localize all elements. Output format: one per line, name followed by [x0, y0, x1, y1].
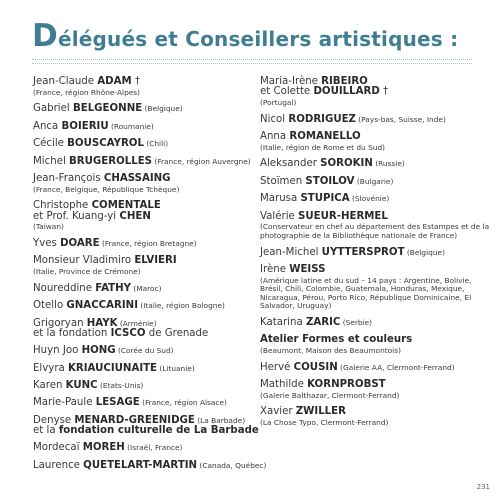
entry-location: (Serbie)	[340, 317, 373, 327]
entry-line-2	[33, 426, 258, 436]
entry-surname: MENARD-GREENIDGE	[74, 414, 195, 426]
entry-name-2: et la fondation	[33, 327, 111, 339]
entry-name: Christophe	[33, 200, 92, 212]
entry-name: Michel	[33, 155, 70, 167]
entry	[260, 363, 495, 373]
entry-name: Anca	[33, 120, 62, 132]
entry-surname: QUETELART-MARTIN	[83, 459, 198, 471]
entry-name: Denyse	[33, 414, 75, 426]
entry-surname: GNACCARINI	[66, 300, 138, 312]
page-title	[32, 18, 458, 54]
entry-name: Laurence	[33, 459, 84, 471]
entry-name: Cécile	[33, 138, 68, 150]
entry	[260, 194, 495, 204]
entry-line	[260, 363, 495, 373]
entry-name: Katarina	[260, 316, 306, 328]
entry-name: Huyn Joo	[33, 345, 82, 357]
entry-surname: SUEUR-HERMEL	[298, 210, 388, 222]
entry	[33, 459, 267, 471]
entry	[33, 319, 258, 339]
entry-line	[33, 301, 258, 311]
entry-location: (Italie, région de Rome et du Sud)	[260, 142, 386, 152]
entry-name: Grigoryan	[33, 317, 87, 329]
entry-location: (Lituanie)	[157, 363, 195, 373]
title-initial: D	[32, 18, 58, 54]
entry-line	[33, 364, 258, 374]
entry-location: (Chili)	[143, 139, 169, 149]
entry-surname: KORNPROBST	[307, 379, 386, 391]
entry-surname: WEISS	[289, 263, 326, 275]
entry-location: (Pays-bas, Suisse, Inde)	[355, 114, 446, 124]
entry-surname: MOREH	[82, 442, 125, 454]
entry-name: Hervé	[260, 361, 294, 373]
entry	[33, 174, 258, 194]
entry	[33, 284, 258, 294]
entry	[260, 159, 495, 169]
entry-name: Xavier	[260, 406, 296, 418]
page-number: 231	[476, 483, 490, 491]
entry-location: (Amérique latine et du sud – 14 pays : Argentine, Bolivie, Brésil, Chili, Colombie, Guatemala, Honduras, Mexique, Nicaragua, Pérou, Porto Rico, République Dominicaine, El Salvador, Uruguay)	[260, 275, 472, 311]
entry-location: (Maroc)	[131, 283, 162, 293]
entry	[260, 380, 495, 400]
entry-surname: COUSIN	[293, 361, 338, 373]
entry-name: Noureddine	[33, 282, 96, 294]
entry-line	[260, 380, 495, 390]
entry-location: (France, région Auvergne)	[152, 156, 251, 166]
entry-location: (Portugal)	[260, 97, 297, 107]
entry-name: Otello	[33, 300, 67, 312]
entry-line	[33, 398, 258, 408]
entry-name: Jean-Michel	[260, 246, 322, 258]
entry	[33, 104, 258, 114]
entry-line	[33, 346, 258, 356]
title-rest: élégués et Conseillers artistiques :	[57, 27, 459, 51]
entry-line-2	[33, 329, 258, 339]
entry-line	[33, 157, 258, 167]
entry-surname: ZWILLER	[295, 406, 346, 418]
entry-line	[260, 194, 495, 204]
entry	[260, 115, 495, 125]
entry-name: Irène	[260, 263, 290, 275]
entry-surname: BELGEONNE	[72, 103, 143, 115]
entry-name: Gabriel	[33, 103, 73, 115]
entry-surname: STUPICA	[300, 193, 350, 205]
entry-name: Nicol	[260, 113, 289, 125]
entry-line	[33, 139, 258, 149]
entry	[260, 132, 495, 152]
entry	[33, 443, 258, 453]
entry	[260, 77, 495, 107]
entry-line-2	[260, 87, 495, 97]
entry-location: (Taiwan)	[33, 222, 64, 232]
entry-name-2: et la	[33, 424, 59, 436]
entry-surname: CHASSAING	[103, 172, 171, 184]
entry	[260, 177, 495, 187]
entry-location: (Roumanie)	[108, 121, 154, 131]
entry-surname: STOILOV	[305, 175, 355, 187]
entry	[33, 201, 258, 231]
entry-line	[33, 122, 258, 132]
entry-location: (Corée du Sud)	[115, 346, 174, 356]
left-column	[33, 76, 267, 478]
entry-surname: BOIERIU	[61, 120, 109, 132]
entry-surname: UYTTERSPROT	[321, 246, 405, 258]
entry	[33, 256, 258, 276]
entry-surname: DOARE	[60, 237, 100, 249]
entry-line	[260, 265, 495, 275]
entry-name: Karen	[33, 379, 66, 391]
entry-surname: BOUSCAYROL	[67, 138, 144, 150]
entry-location: (Slovénie)	[349, 194, 390, 204]
entry-surname: HONG	[81, 345, 116, 357]
entry	[260, 265, 495, 311]
entry-name-2: et Colette	[260, 86, 314, 98]
entry-line	[260, 335, 495, 345]
entry	[33, 398, 258, 408]
entry-line	[260, 248, 495, 258]
entry-suffix-2: †	[379, 86, 389, 98]
entry-location: (Bulgarie)	[354, 176, 394, 186]
entry-location: (France, région Bretagne)	[99, 238, 197, 248]
entry	[33, 346, 258, 356]
entry-name: Aleksander	[260, 158, 321, 170]
entry-location: (Galerie AA, Clermont-Ferrand)	[337, 362, 455, 372]
entry-name-2: et Prof. Kuang-yi	[33, 210, 120, 222]
entry	[33, 416, 258, 436]
entry-line	[260, 159, 495, 169]
entry-location: (Canada, Québec)	[197, 460, 267, 470]
entry	[33, 364, 258, 374]
entry-line	[260, 177, 495, 187]
entry-surname: ADAM	[97, 76, 132, 87]
entry-name: Jean-François	[33, 172, 104, 184]
entry-surname: HAYK	[86, 317, 118, 329]
entry-surname: ELVIERI	[134, 255, 177, 267]
entry-line	[260, 407, 495, 417]
entry-surname: ROMANELLO	[289, 131, 361, 142]
entry-name: Jean-Claude	[33, 76, 98, 87]
right-column	[260, 77, 495, 435]
entry	[260, 335, 495, 355]
entry-location: (Belgique)	[142, 104, 183, 114]
entry-line	[260, 115, 495, 125]
entry-location: (France, région Alsace)	[139, 398, 227, 408]
entry	[260, 248, 495, 258]
entry-name: Valérie	[260, 210, 299, 222]
entry-surname: KUNC	[65, 379, 98, 391]
entry-surname: RIBEIRO	[321, 76, 368, 87]
entry-location: (Conservateur en chef au département des Estampes et de la photographie de la Bibliothèque nationale de France)	[260, 222, 490, 240]
entry-line	[33, 381, 258, 391]
entry-location: (La Chose Typo, Clermont-Ferrand)	[260, 418, 389, 428]
entry-line	[33, 174, 258, 184]
entry-suffix-2: de Grenade	[145, 327, 209, 339]
title-rule-top	[32, 59, 472, 60]
entry-name: Marie-Paule	[33, 397, 96, 409]
entry-name: Stoïmen	[260, 175, 306, 187]
entry-surname: Atelier Formes et couleurs	[260, 334, 413, 346]
entry-surname: SOROKIN	[320, 158, 373, 170]
entry	[260, 212, 495, 241]
entry-surname: FATHY	[95, 282, 132, 294]
entry-line	[33, 284, 258, 294]
entry-location: (Etats-Unis)	[97, 380, 144, 390]
entry	[33, 122, 258, 132]
entry-surname: ZARIC	[305, 316, 341, 328]
entry-surname: KRIAUCIUNAITE	[68, 362, 158, 374]
entry-line	[33, 77, 258, 87]
entry-surname: RODRIGUEZ	[288, 113, 356, 125]
entry-line	[260, 132, 495, 142]
entry-location: (Galerie Balthazar, Clermont-Ferrand)	[260, 390, 400, 400]
entry-location: (Beaumont, Maison des Beaumontois)	[260, 345, 401, 355]
entry-name: Yves	[33, 237, 61, 249]
entry-surname-2: ICSCO	[110, 327, 146, 339]
entry-location: (Italie, région Bologne)	[137, 301, 225, 311]
entry-location: (La Barbade)	[194, 415, 246, 425]
entry-name: Elvyra	[33, 362, 68, 374]
entry-mark: †	[131, 76, 140, 87]
title-rule-bottom	[32, 63, 472, 64]
entry-line	[33, 443, 258, 453]
entry-surname: BRUGEROLLES	[69, 155, 153, 167]
entry-name: Marusa	[260, 193, 301, 205]
entry	[260, 318, 495, 328]
entry-name: Anna	[260, 131, 290, 142]
entry-surname: LESAGE	[95, 397, 140, 409]
entry	[33, 77, 258, 97]
entry-name: Mathilde	[260, 379, 308, 391]
entry-surname: COMENTALE	[91, 200, 161, 212]
entry-location: (France, région Rhône-Alpes)	[33, 87, 141, 97]
entry	[33, 239, 258, 249]
entry-line	[260, 212, 495, 222]
entry	[33, 301, 258, 311]
entry-surname-2: DOUILLARD	[313, 86, 380, 98]
entry-location: (Belgique)	[404, 247, 445, 257]
entry-line	[260, 318, 495, 328]
entry	[33, 381, 258, 391]
entry-name: Maria-Irène	[260, 76, 322, 87]
entry	[260, 407, 495, 427]
entry-line	[33, 459, 267, 471]
entry-line	[33, 104, 258, 114]
entry-location: (Italie, Province de Crémone)	[33, 267, 141, 277]
entry-line	[33, 239, 258, 249]
entry-line	[33, 256, 258, 266]
entry-line-2	[33, 212, 258, 222]
entry-surname-2: CHEN	[119, 210, 151, 222]
entry-location: (Israël, France)	[124, 443, 183, 453]
entry-name: Mordecaï	[33, 442, 83, 454]
entry-location: (France, Belgique, République Tchèque)	[33, 184, 180, 194]
entry	[33, 139, 258, 149]
entry-location: (Arménie)	[117, 318, 157, 328]
entry-name: Monsieur Vladimiro	[33, 255, 135, 267]
entry-location: (Russie)	[372, 159, 405, 169]
entry-surname-2: fondation culturelle de La Barbade	[58, 424, 259, 436]
entry	[33, 157, 258, 167]
